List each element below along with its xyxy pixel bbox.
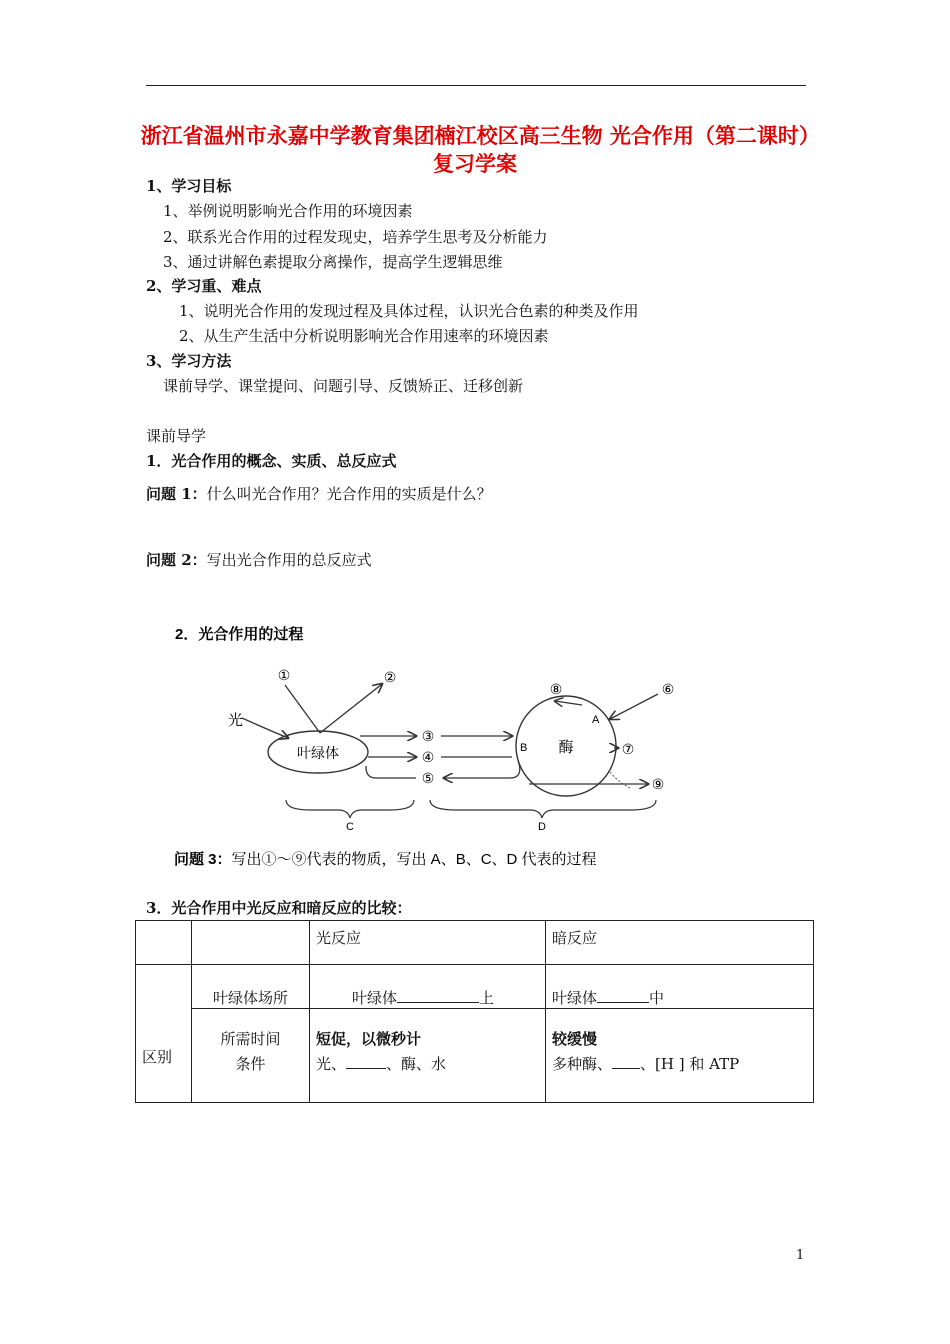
header-dark-reaction: 暗反应: [546, 921, 814, 965]
arrow-cycle-to-5: [444, 760, 520, 778]
photosynthesis-diagram: [160, 612, 680, 874]
page-title: 浙江省温州市永嘉中学教育集团楠江校区高三生物 光合作用（第二课时）复习学案: [140, 123, 810, 176]
light-arrow: [242, 718, 288, 738]
chloroplast-label: 叶绿体: [297, 745, 339, 761]
question-1: [146, 484, 492, 504]
dark-site-cell: [546, 965, 814, 1009]
row-label-condition: 条件: [192, 1053, 310, 1103]
question-2-label: 问题 2：: [146, 551, 207, 569]
dark-cond-blank[interactable]: [612, 1054, 640, 1069]
question-3-label: 问题 3：: [174, 851, 232, 868]
arrow-to-8: [555, 701, 582, 705]
diagram-heading: 2．光合作用的过程: [175, 626, 304, 643]
dark-cond-prefix: 多种酶、: [552, 1054, 613, 1073]
letter-b: B: [520, 742, 528, 754]
dark-site-blank[interactable]: [597, 988, 649, 1003]
header-light-reaction: 光反应: [310, 921, 546, 965]
marker-1: ①: [277, 667, 291, 683]
question-2: [146, 550, 372, 570]
question-1-label: 问题 1：: [146, 485, 207, 503]
question-3-text: 写出①～⑨代表的物质，写出 A、B、C、D 代表的过程: [231, 851, 597, 868]
light-site-cell: [310, 965, 546, 1009]
dark-time-cell: 较缓慢: [546, 1009, 814, 1053]
light-condition-cell: [310, 1053, 546, 1103]
comparison-table: [135, 920, 814, 1103]
section-3-text: 课前导学、课堂提问、问题引导、反馈矫正、迁移创新: [163, 377, 524, 395]
row-label-site: 叶绿体场所: [192, 965, 310, 1009]
marker-6: ⑥: [661, 681, 675, 697]
letter-c: C: [346, 821, 354, 833]
light-cond-blank[interactable]: [346, 1054, 386, 1069]
marker-5: ⑤: [421, 770, 435, 786]
comparison-heading: 3．光合作用中光反应和暗反应的比较：: [146, 899, 412, 917]
pre-study-heading: 1．光合作用的概念、实质、总反应式: [146, 452, 397, 470]
table-cell: [136, 921, 192, 965]
light-cond-prefix: 光、: [316, 1054, 347, 1073]
enzyme-label: 酶: [558, 739, 574, 756]
light-site-suffix: 上: [479, 989, 495, 1007]
dark-condition-cell: [546, 1053, 814, 1103]
light-site-prefix: 叶绿体: [352, 989, 398, 1007]
pre-study-label: 课前导学: [146, 427, 207, 445]
light-site-blank[interactable]: [397, 988, 479, 1003]
section-1-heading: 1、学习目标: [146, 177, 232, 195]
dark-cond-suffix: 、[H ] 和 ATP: [640, 1054, 740, 1073]
light-time-cell: 短促，以微秒计: [310, 1009, 546, 1053]
question-3: [174, 850, 597, 868]
dark-site-prefix: 叶绿体: [552, 989, 598, 1007]
marker-3: ③: [421, 728, 435, 744]
light-label: 光: [228, 712, 244, 729]
marker-2: ②: [383, 669, 397, 685]
marker-7: ⑦: [621, 741, 635, 757]
section-2-item: 2、从生产生活中分析说明影响光合作用速率的环境因素: [179, 327, 549, 345]
row-label-time: 所需时间: [192, 1009, 310, 1053]
light-cond-suffix: 、酶、水: [386, 1054, 447, 1073]
table-row: [136, 1053, 814, 1103]
table-row: [136, 965, 814, 1009]
group-label-difference: 区别: [136, 965, 192, 1103]
arrow-5-back: [366, 766, 416, 778]
arrow-2-line: [320, 684, 382, 733]
arrow-1-line: [285, 685, 320, 733]
marker-9: ⑨: [651, 776, 665, 792]
table-row: [136, 921, 814, 965]
brace-c: [286, 800, 414, 818]
marker-4: ④: [421, 749, 435, 765]
section-1-item: 3、通过讲解色素提取分离操作，提高学生逻辑思维: [163, 253, 503, 271]
section-3-heading: 3、学习方法: [146, 352, 232, 370]
section-1-item: 2、联系光合作用的过程发现史，培养学生思考及分析能力: [163, 228, 548, 246]
table-row: [136, 1009, 814, 1053]
cycle-dashed-exit: [610, 772, 630, 788]
brace-d: [430, 800, 656, 818]
table-cell: [192, 921, 310, 965]
arrow-6-line: [610, 694, 658, 719]
question-1-text: 什么叫光合作用？光合作用的实质是什么？: [206, 485, 492, 503]
section-2-heading: 2、学习重、难点: [146, 277, 262, 295]
letter-d: D: [538, 821, 546, 833]
dark-site-suffix: 中: [649, 989, 665, 1007]
question-2-text: 写出光合作用的总反应式: [206, 551, 372, 569]
marker-8: ⑧: [549, 681, 563, 697]
page-number: 1: [796, 1248, 805, 1263]
letter-a: A: [592, 714, 600, 726]
section-1-item: 1、举例说明影响光合作用的环境因素: [163, 202, 413, 220]
header-rule: [146, 85, 806, 86]
section-2-item: 1、说明光合作用的发现过程及具体过程，认识光合色素的种类及作用: [179, 302, 639, 320]
